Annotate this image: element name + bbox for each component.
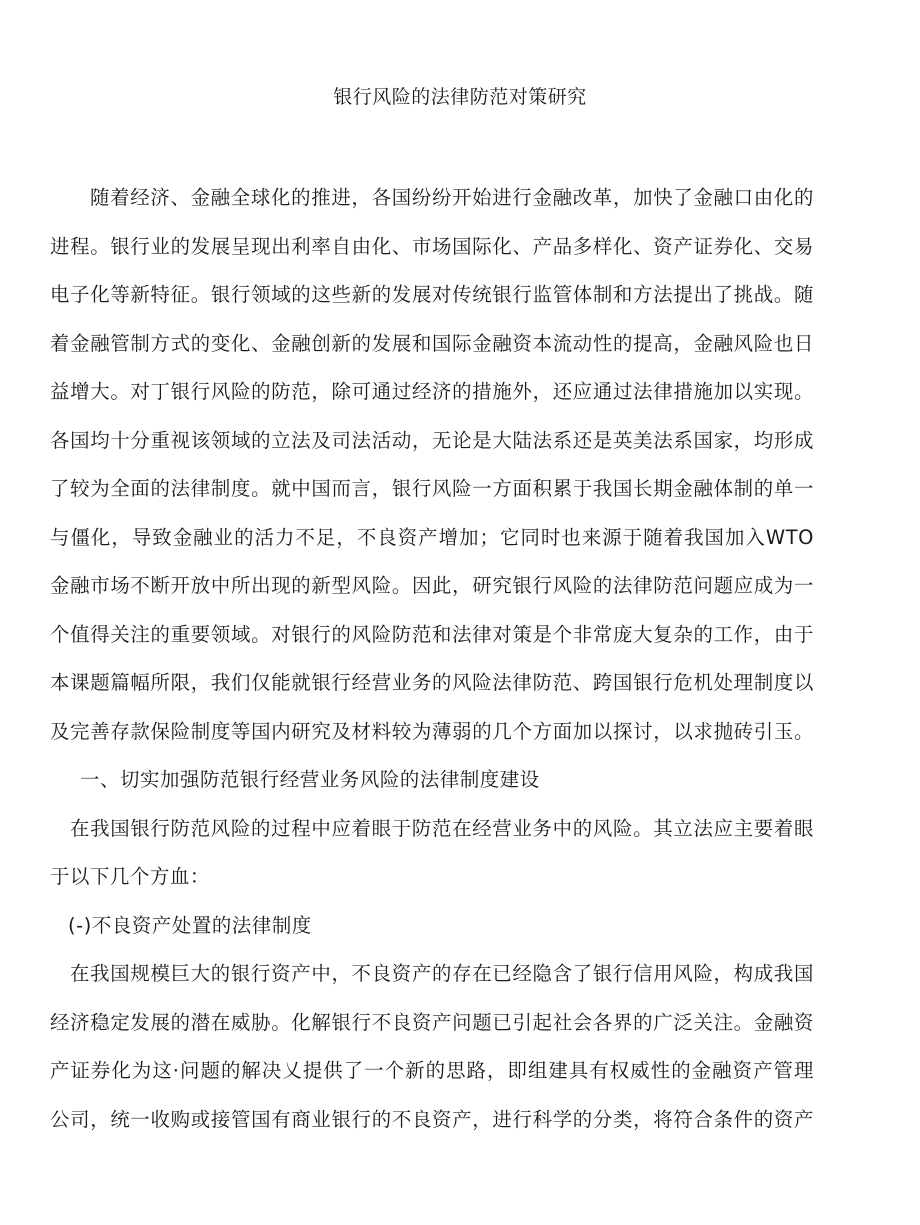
paragraph-line: 在我国规模巨大的银行资产中，不良资产的存在已经隐含了银行信用风险，构成我国 xyxy=(70,962,814,985)
paragraph-line: 在我国银行防范风险的过程中应着眼于防范在经营业务中的风险。其立法应主要着眼 xyxy=(70,816,814,840)
paragraph-line: 随着经济、金融全球化的推进，各国纷纷开始进行金融改革，加快了金融口由化的 xyxy=(90,186,814,209)
paragraph-line: 经济稳定发展的潜在威胁。化解银行不良资产问题已引起社会各界的广泛关注。金融资 xyxy=(50,1010,814,1034)
paragraph-line: 进程。银行业的发展呈现出利率自由化、市场国际化、产品多样化、资产证券化、交易 xyxy=(50,234,814,258)
paragraph-line: 个值得关注的重要领域。对银行的风险防范和法律对策是个非常庞大复杂的工作，由于 xyxy=(50,622,814,646)
paragraph-section1 xyxy=(50,805,814,902)
document-title: 银行风险的法律防范对策研究 xyxy=(333,86,587,108)
section-heading: 一、切实加强防范银行经营业务风险的法律制度建设 xyxy=(80,768,540,791)
paragraph-line: 着金融管制方式的变化、金融创新的发展和国际金融资本流动性的提高，金融风险也日 xyxy=(50,331,814,355)
subsection-heading: (-)不良资产处置的法律制度 xyxy=(68,913,312,937)
paragraph-line: 产证券化为这·问题的解决乂提供了一个新的思路，即组建具有权威性的金融资产管理 xyxy=(50,1059,814,1082)
paragraph-line: 与僵化，导致金融业的活力不足，不良资产增加；它同时也来源于随着我国加入WTO xyxy=(50,525,814,549)
paragraph-intro xyxy=(50,174,814,756)
paragraph-line: 于以下几个方血： xyxy=(50,865,210,888)
paragraph-line: 金融市场不断开放中所出现的新型风险。因此，研究银行风险的法律防范问题应成为一 xyxy=(50,574,814,597)
paragraph-line: 本课题篇幅所限，我们仅能就银行经营业务的风险法律防范、跨国银行危机处理制度以 xyxy=(50,671,814,694)
paragraph-line: 了较为全面的法律制度。就中国而言，银行风险一方面积累于我国长期金融体制的单一 xyxy=(50,477,814,500)
paragraph-line: 及完善存款保险制度等国内研究及材料较为薄弱的几个方面加以探讨，以求抛砖引玉。 xyxy=(50,719,814,743)
paragraph-line: 公司，统一收购或接管国有商业银行的不良资产，进行科学的分类，将符合条件的资产 xyxy=(50,1107,814,1131)
paragraph-line: 电子化等新特征。银行领域的这些新的发展对传统银行监管体制和方法提出了挑战。随 xyxy=(50,283,814,306)
document-body xyxy=(50,174,814,1144)
paragraph-line: 益增大。对丁银行风险的防范，除可通过经济的措施外，还应通过法律措施加以实现。 xyxy=(50,380,814,403)
paragraph-line: 各国均十分重视该领域的立法及司法活动，无论是大陆法系还是英美法系国家，均形成 xyxy=(50,428,814,452)
paragraph-subsection1 xyxy=(50,950,814,1144)
